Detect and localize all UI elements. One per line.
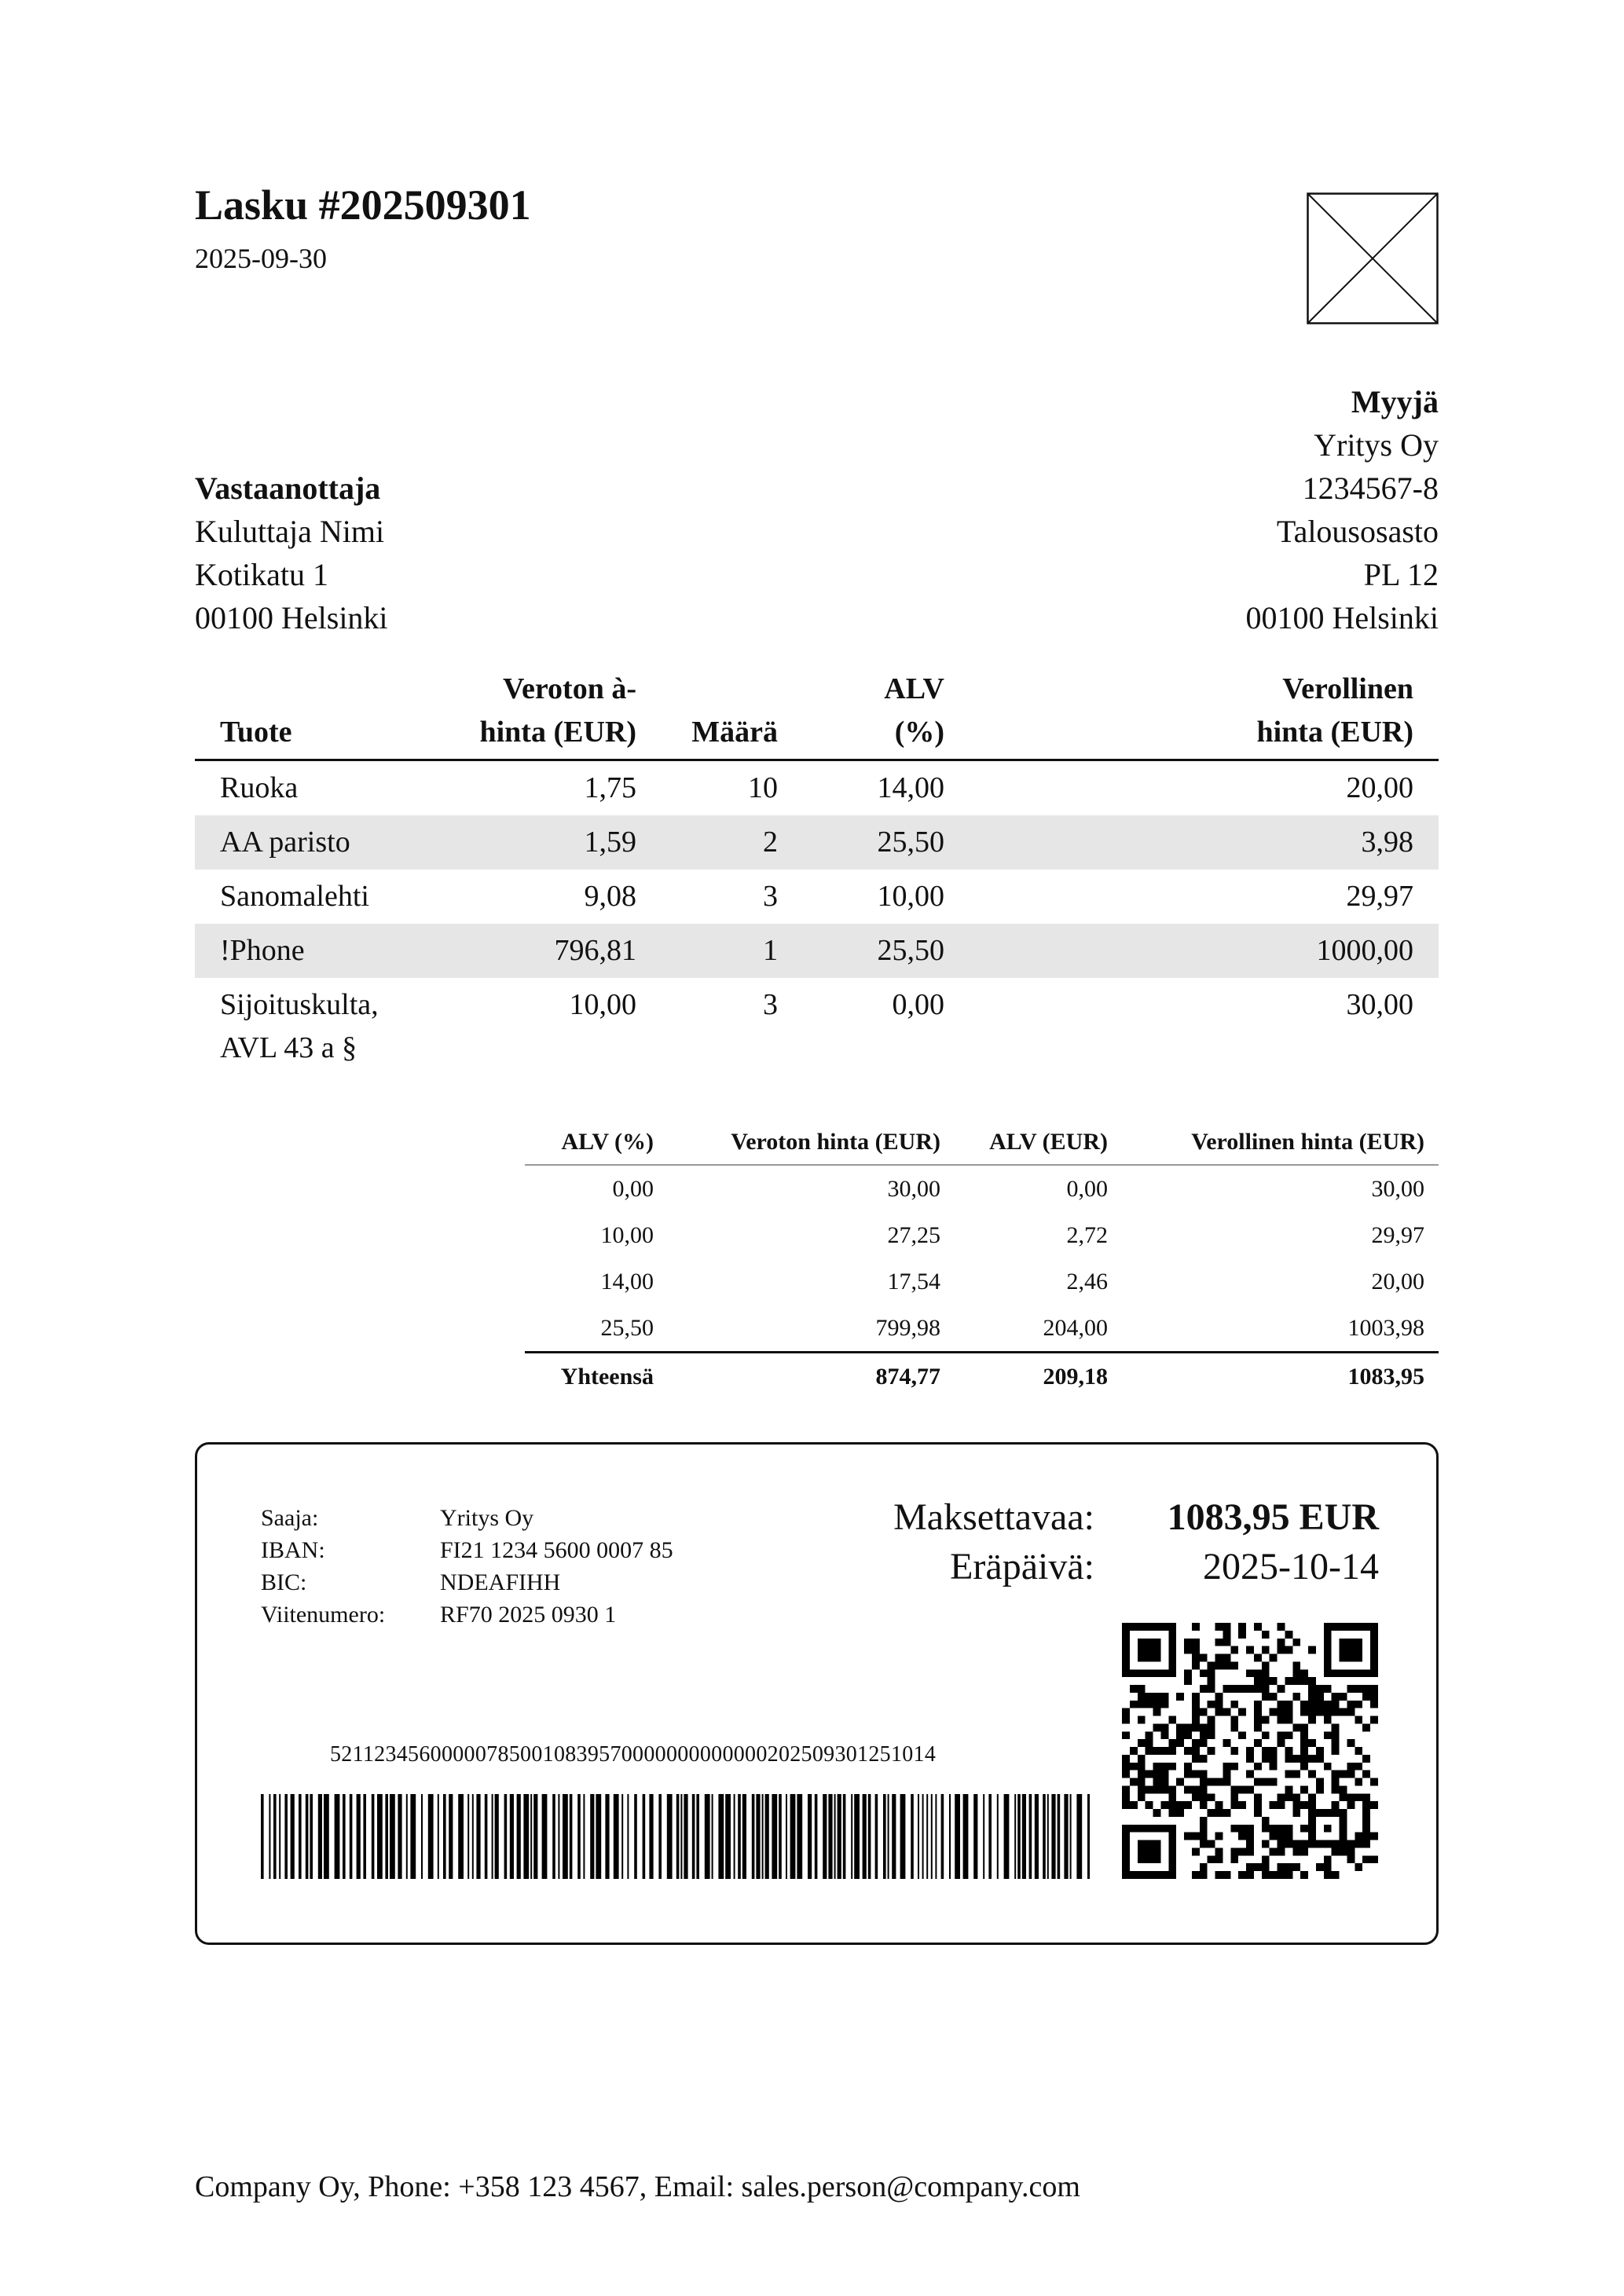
seller-address: [889, 380, 1439, 639]
vat-header-row: [525, 1123, 1439, 1165]
table-row: [195, 760, 1439, 816]
item-total: 3,98: [970, 815, 1439, 870]
vat-total-cell: 209,18: [955, 1353, 1122, 1401]
table-row: [525, 1305, 1439, 1353]
col-header-vat: ALV (%): [803, 668, 970, 760]
item-vat: 14,00: [877, 771, 944, 804]
table-row: [195, 924, 1439, 978]
vat-cell: 29,97: [1371, 1222, 1424, 1248]
vat-cell: 0,00: [1066, 1176, 1108, 1202]
payment-label: BIC:: [261, 1569, 307, 1595]
item-name: AA paristo: [195, 815, 454, 870]
item-qty: 3: [763, 988, 778, 1021]
payment-details: [261, 1502, 673, 1631]
vat-total-cell: 874,77: [668, 1353, 955, 1401]
payment-row: [261, 1534, 673, 1566]
vat-cell: 20,00: [1371, 1269, 1424, 1294]
col-header-product: Tuote: [195, 668, 454, 760]
vat-total-cell: 1083,95: [1122, 1353, 1439, 1401]
payment-row: [261, 1502, 673, 1534]
amount-value: 1083,95 EUR: [1167, 1496, 1379, 1538]
placeholder-image-icon: [1307, 192, 1439, 324]
payment-label: Saaja:: [261, 1505, 319, 1531]
vat-cell: 0,00: [612, 1176, 654, 1202]
item-vat: 0,00: [892, 988, 944, 1021]
payment-label: IBAN:: [261, 1537, 325, 1563]
vat-col-header: Veroton hinta (EUR): [668, 1123, 955, 1165]
recipient-address: [195, 467, 666, 639]
payment-value: NDEAFIHH: [440, 1569, 561, 1595]
item-vat: 10,00: [877, 880, 944, 913]
item-unit-price: 10,00: [569, 988, 636, 1021]
item-name: Sijoituskulta, AVL 43 a §: [220, 988, 379, 1064]
amount-due: [786, 1492, 1379, 1591]
vat-cell: 30,00: [887, 1176, 940, 1202]
vat-cell: 204,00: [1043, 1315, 1108, 1341]
barcode: [261, 1794, 1090, 1879]
seller-line: 00100 Helsinki: [1245, 600, 1439, 635]
seller-line: Talousosasto: [1276, 514, 1439, 549]
table-row: [525, 1165, 1439, 1212]
item-qty: 3: [763, 880, 778, 913]
due-date-value: 2025-10-14: [1203, 1546, 1379, 1587]
recipient-heading: Vastaanottaja: [195, 471, 381, 506]
payment-value: FI21 1234 5600 0007 85: [440, 1537, 673, 1563]
item-total: 1000,00: [970, 924, 1439, 978]
item-name: !Phone: [195, 924, 454, 978]
col-header-total: Verollinen hinta (EUR): [970, 668, 1439, 760]
vat-cell: 27,25: [887, 1222, 940, 1248]
item-vat: 25,50: [803, 815, 970, 870]
item-unit-price: 1,59: [454, 815, 662, 870]
col-header-quantity: Määrä: [662, 668, 803, 760]
vat-col-header: ALV (%): [525, 1123, 668, 1165]
vat-cell: 14,00: [600, 1269, 654, 1294]
item-unit-price: 1,75: [584, 771, 636, 804]
recipient-line: Kotikatu 1: [195, 557, 328, 592]
invoice-date: 2025-09-30: [195, 243, 327, 274]
item-total: 29,97: [1346, 880, 1413, 913]
vat-cell: 10,00: [600, 1222, 654, 1248]
seller-line: 1234567-8: [1302, 471, 1439, 506]
payment-row: [261, 1598, 673, 1631]
due-date-label: Eräpäivä:: [950, 1546, 1094, 1587]
item-total: 20,00: [1346, 771, 1413, 804]
item-qty: 1: [662, 924, 803, 978]
barcode-number: 521123456000007850010839570000000000000202509301251014: [330, 1742, 937, 1767]
vat-cell: 1003,98: [1347, 1315, 1424, 1341]
vat-cell: 2,72: [1066, 1222, 1108, 1248]
seller-line: Yritys Oy: [1314, 427, 1439, 463]
payment-value: Yritys Oy: [440, 1505, 534, 1531]
item-name: Ruoka: [220, 771, 299, 804]
item-total: 30,00: [1346, 988, 1413, 1021]
vat-col-header: Verollinen hinta (EUR): [1122, 1123, 1439, 1165]
items-table: [195, 668, 1439, 1070]
item-unit-price: 796,81: [454, 924, 662, 978]
payment-value: RF70 2025 0930 1: [440, 1602, 617, 1628]
item-qty: 2: [662, 815, 803, 870]
seller-heading: Myyjä: [1351, 384, 1439, 419]
vat-cell: 799,98: [875, 1315, 940, 1341]
items-header-row: [195, 668, 1439, 760]
vat-cell: 25,50: [600, 1315, 654, 1341]
vat-cell: 30,00: [1371, 1176, 1424, 1202]
recipient-line: 00100 Helsinki: [195, 600, 388, 635]
col-header-unit-price: Veroton à- hinta (EUR): [454, 668, 662, 760]
seller-line: PL 12: [1363, 557, 1439, 592]
vat-cell: 17,54: [887, 1269, 940, 1294]
payment-label: Viitenumero:: [261, 1602, 386, 1628]
invoice-title: Lasku #202509301: [195, 181, 531, 229]
item-vat: 25,50: [803, 924, 970, 978]
item-name: Sanomalehti: [220, 880, 369, 913]
payment-row: [261, 1566, 673, 1598]
vat-total-label: Yhteensä: [525, 1353, 668, 1401]
table-row: [525, 1258, 1439, 1305]
footer-contact: Company Oy, Phone: +358 123 4567, Email: sales.person@company.com: [195, 2170, 1080, 2203]
qr-code: [1122, 1623, 1378, 1879]
item-qty: 10: [748, 771, 778, 804]
table-row: [195, 815, 1439, 870]
table-row: [195, 978, 1439, 1070]
table-row: [195, 870, 1439, 924]
vat-col-header: ALV (EUR): [955, 1123, 1122, 1165]
amount-label: Maksettavaa:: [893, 1496, 1094, 1538]
vat-total-row: [525, 1353, 1439, 1401]
recipient-line: Kuluttaja Nimi: [195, 514, 385, 549]
vat-summary-table: [525, 1123, 1439, 1400]
table-row: [525, 1212, 1439, 1258]
item-unit-price: 9,08: [584, 880, 636, 913]
vat-cell: 2,46: [1066, 1269, 1108, 1294]
